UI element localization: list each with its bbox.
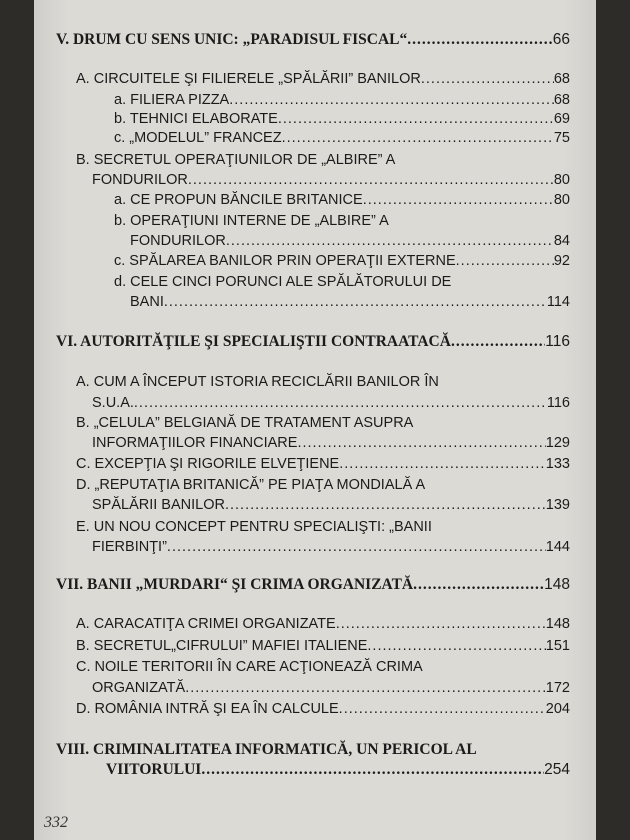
toc-entry [114,252,570,271]
toc-entry [76,658,570,677]
toc-entry-title: V. DRUM CU SENS UNIC: „PARADISUL FISCAL“ [56,31,408,48]
toc-page-number: 151 [545,638,570,654]
dot-leader [226,232,554,251]
toc-entry-title: FONDURILOR [92,172,188,188]
dot-leader [451,332,545,351]
dot-leader [421,70,554,89]
toc-page-number: 116 [546,395,570,411]
toc-chapter-v [56,30,570,49]
toc-entry-title: A. CIRCUITELE ŞI FILIERELE „SPĂLĂRII” BANILOR [76,71,421,87]
toc-page-number: 69 [553,111,570,127]
toc-entry [114,110,570,129]
toc-entry [114,91,570,110]
toc-page-number: 80 [553,172,570,188]
dot-leader [188,171,554,190]
toc-entry [76,476,570,495]
footer-page-number: 332 [44,814,68,831]
toc-entry-title: d. CELE CINCI PORUNCI ALE SPĂLĂTORULUI DE [114,274,452,290]
toc-page-number: 139 [545,497,570,513]
toc-page-number: 133 [545,456,570,472]
toc-entry [76,373,570,392]
toc-entry-title: VI. AUTORITĂŢILE ŞI SPECIALIŞTII CONTRAATACĂ [56,333,451,350]
toc-entry-title: E. UN NOU CONCEPT PENTRU SPECIALIŞTI: „BANII [76,519,432,535]
toc-chapter-viii-continued [106,760,570,779]
toc-page-number: 80 [553,192,570,208]
dot-leader [282,129,554,148]
toc-entry-title: ORGANIZATĂ [92,680,186,696]
toc-page-number: 116 [545,333,570,350]
toc-entry-title: a. CE PROPUN BĂNCILE BRITANICE [114,192,363,208]
dot-leader [134,394,547,413]
toc-entry-continued [130,232,570,251]
toc-entry-title: S.U.A. [92,395,134,411]
toc-entry-title: B. SECRETUL„CIFRULUI” MAFIEI ITALIENE [76,638,368,654]
toc-page-number: 75 [553,130,570,146]
toc-entry [114,129,570,148]
dot-leader [164,293,547,312]
toc-entry-continued [92,496,570,515]
toc-page-number: 84 [553,233,570,249]
toc-entry-title: B. SECRETUL OPERAŢIUNILOR DE „ALBIRE” A [76,152,396,168]
dot-leader [167,538,546,557]
toc-chapter-vii [56,575,570,594]
toc-page-number: 172 [545,680,570,696]
dot-leader [229,91,554,110]
dot-leader [407,30,553,49]
toc-entry [114,212,570,231]
toc-page-number: 68 [553,92,570,108]
toc-entry-title: c. „MODELUL” FRANCEZ [114,130,282,146]
toc-entry-continued [92,171,570,190]
toc-page-number: 129 [545,435,570,451]
dot-leader [278,110,554,129]
toc-entry [76,151,570,170]
dot-leader [185,679,546,698]
toc-entry [76,637,570,656]
toc-entry-title: BANI [130,294,164,310]
dot-leader [201,760,544,779]
toc-entry-title: VIII. CRIMINALITATEA INFORMATICĂ, UN PERICOL AL [56,741,477,758]
toc-entry [76,455,570,474]
toc-page-number: 254 [544,761,570,778]
dot-leader [367,637,545,656]
toc-entry [114,273,570,292]
toc-entry-title: b. OPERAŢIUNI INTERNE DE „ALBIRE” A [114,213,389,229]
toc-chapter-viii [56,740,570,759]
dot-leader [456,252,554,271]
toc-page-number: 144 [545,539,570,555]
toc-entry-title: VII. BANII „MURDARI“ ŞI CRIMA ORGANIZATĂ [56,576,414,593]
toc-entry-title: INFORMAŢIILOR FINANCIARE [92,435,298,451]
toc-entry-title: A. CUM A ÎNCEPUT ISTORIA RECICLĂRII BANILOR ÎN [76,374,439,390]
toc-entry-title: D. „REPUTAŢIA BRITANICĂ” PE PIAŢA MONDIALĂ A [76,477,426,493]
toc-page-number: 148 [544,576,570,593]
toc-entry [76,414,570,433]
toc-entry-title: c. SPĂLAREA BANILOR PRIN OPERAŢII EXTERNE [114,253,456,269]
toc-entry-title: A. CARACATIŢA CRIMEI ORGANIZATE [76,616,336,632]
dot-leader [336,615,546,634]
dot-leader [339,700,546,719]
toc-entry [114,191,570,210]
toc-page-number: 148 [545,616,570,632]
toc-entry-continued [92,394,570,413]
dot-leader [297,434,545,453]
toc-entry-title: C. EXCEPŢIA ŞI RIGORILE ELVEŢIENE [76,456,340,472]
toc-entry-title: B. „CELULA” BELGIANĂ DE TRATAMENT ASUPRA [76,415,414,431]
dot-leader [225,496,546,515]
toc-chapter-vi [56,332,570,351]
toc-page-number: 114 [546,294,570,310]
toc-entry-title: D. ROMÂNIA INTRĂ ŞI EA ÎN CALCULE [76,701,339,717]
dot-leader [339,455,546,474]
toc-entry [76,518,570,537]
toc-page-number: 66 [552,31,570,48]
toc-entry-title: VIITORULUI [106,761,202,778]
toc-entry-title: C. NOILE TERITORII ÎN CARE ACŢIONEAZĂ CRIMA [76,659,423,675]
toc-entry-title: FIERBINŢI” [92,539,167,555]
toc-entry-title: a. FILIERA PIZZA [114,92,230,108]
toc-page-number: 92 [553,253,570,269]
toc-entry-continued [92,679,570,698]
toc-page-number: 204 [545,701,570,717]
toc-entry [76,70,570,89]
toc-entry-title: FONDURILOR [130,233,226,249]
toc-entry-continued [130,293,570,312]
dot-leader [413,575,544,594]
toc-entry-continued [92,538,570,557]
toc-entry-title: SPĂLĂRII BANILOR [92,497,225,513]
toc-page-number: 68 [553,71,570,87]
toc-entry [76,615,570,634]
toc-entry-continued [92,434,570,453]
book-page [34,0,596,840]
toc-entry [76,700,570,719]
toc-entry-title: b. TEHNICI ELABORATE [114,111,278,127]
dot-leader [363,191,554,210]
